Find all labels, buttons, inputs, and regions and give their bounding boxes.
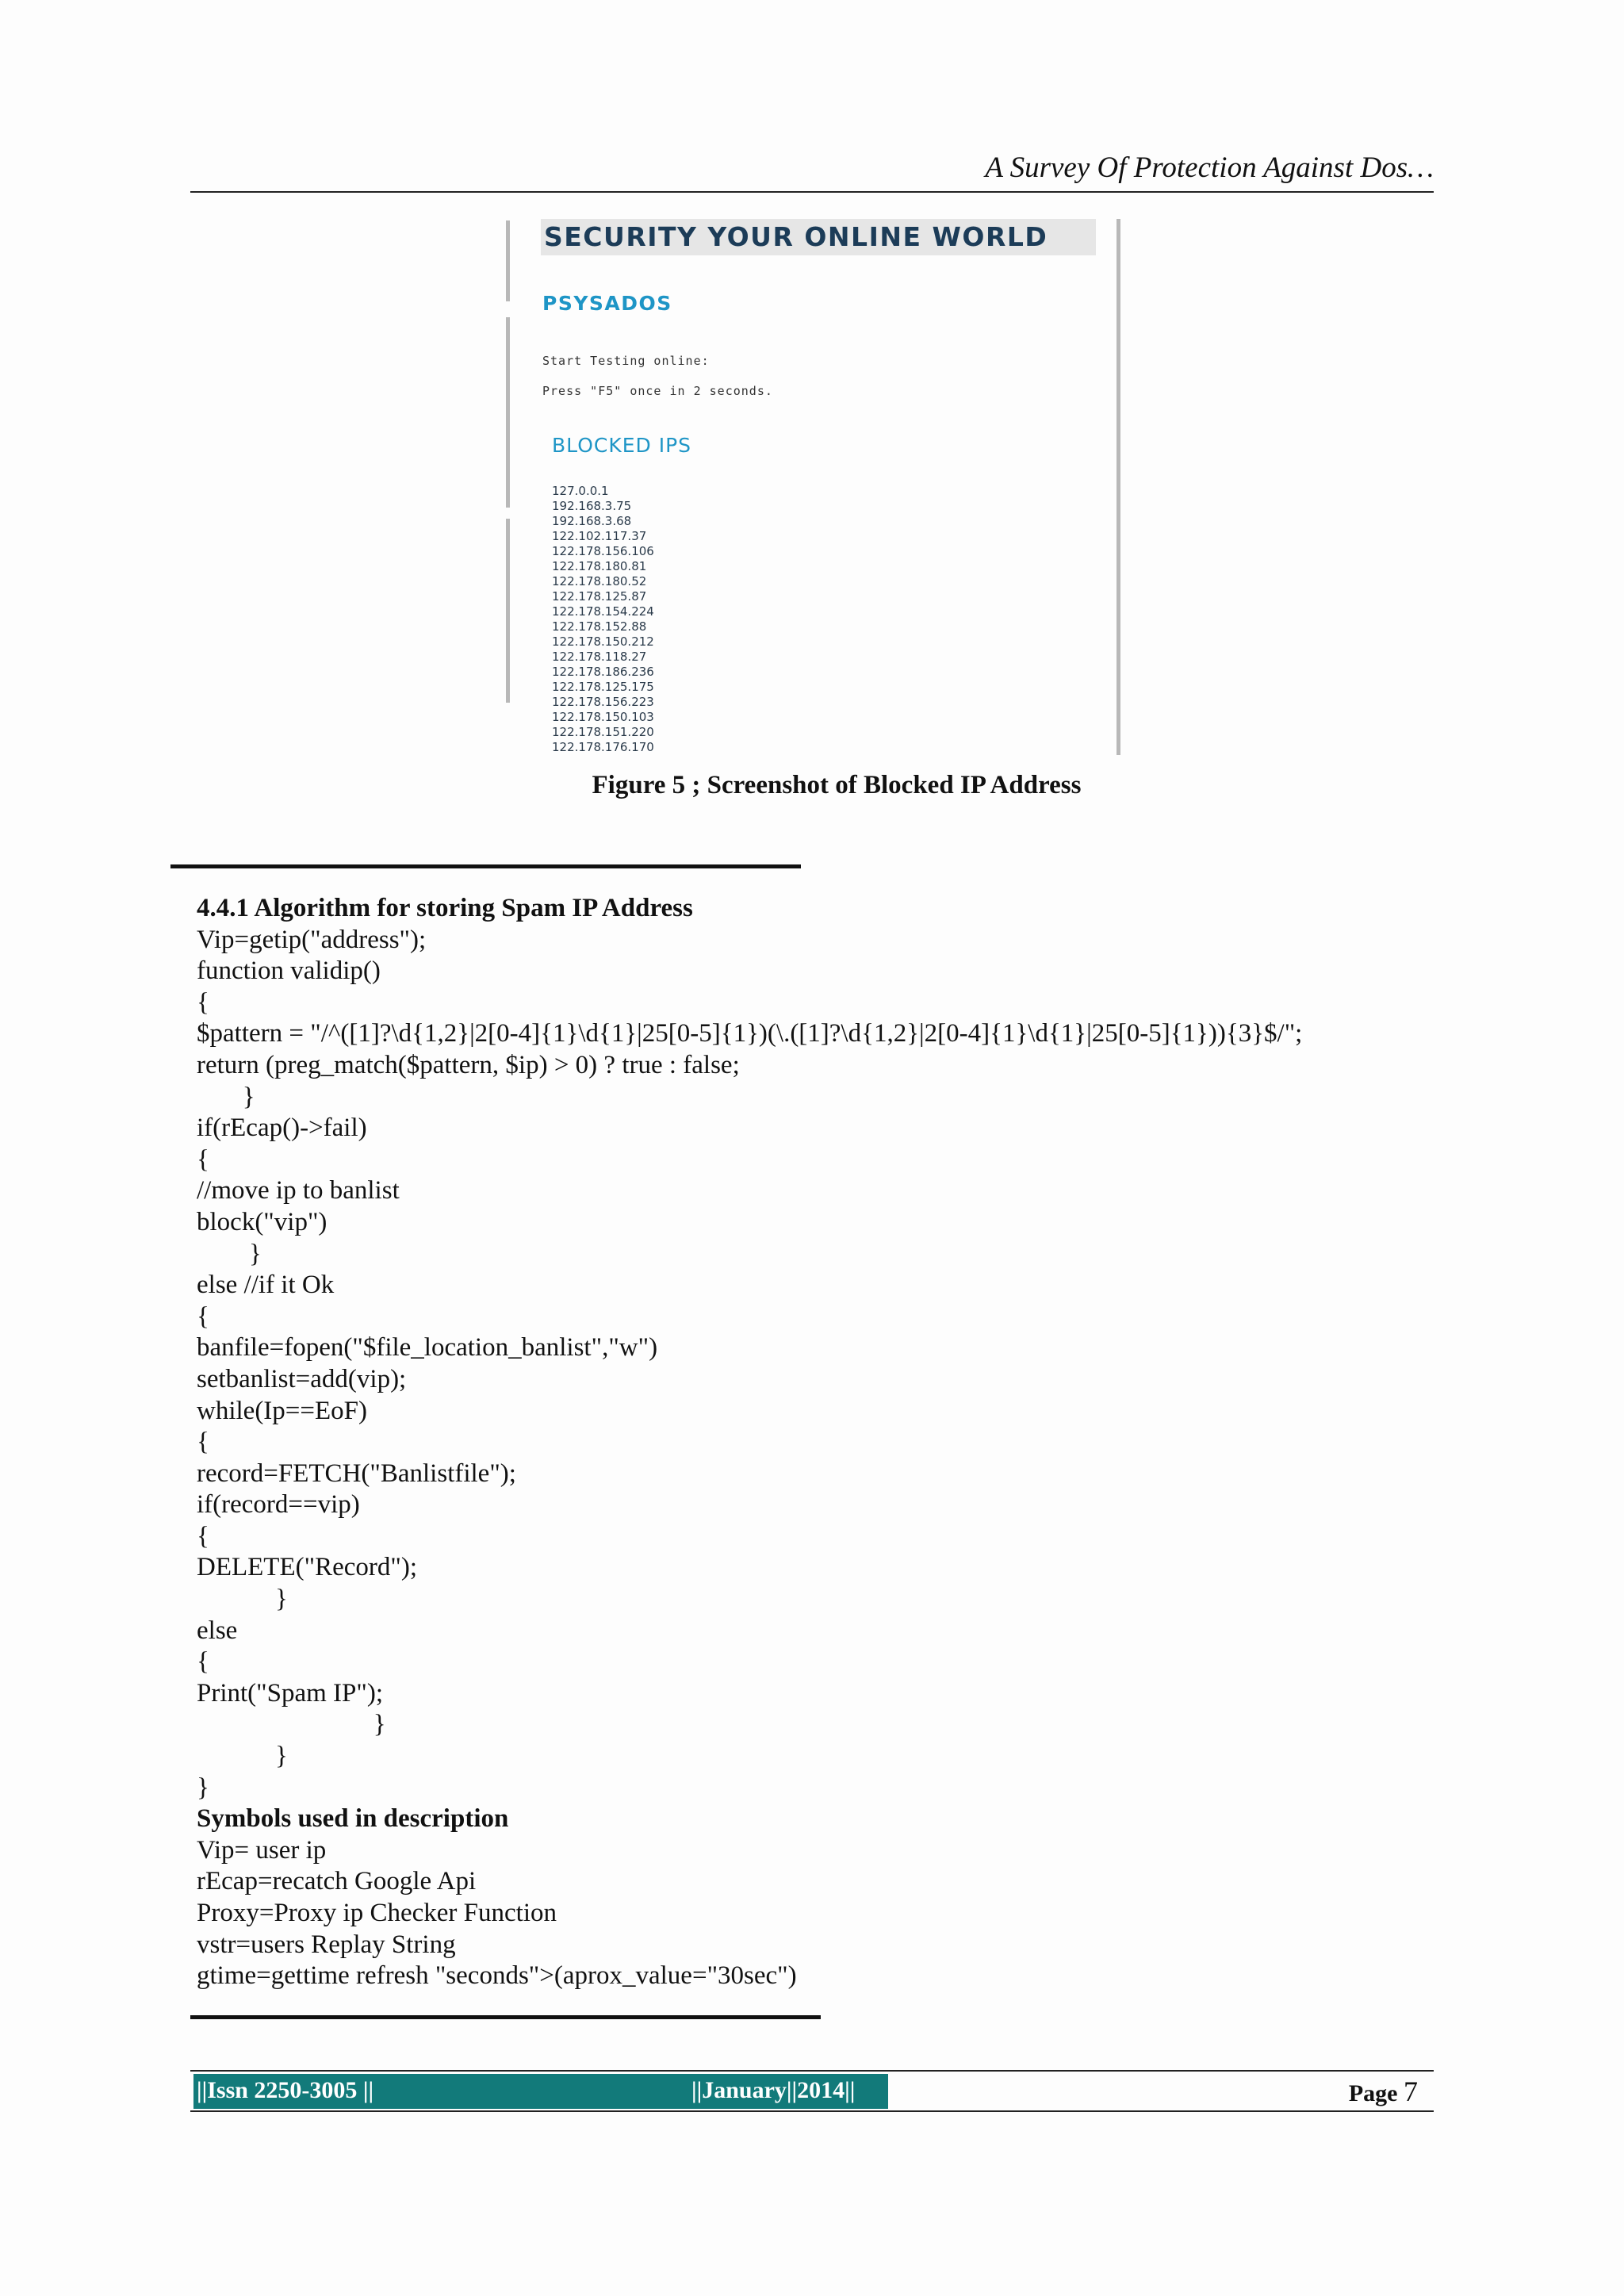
blocked-ip-item: 192.168.3.68 [552, 514, 632, 528]
code-line: //move ip to banlist [197, 1176, 400, 1205]
blocked-ip-item: 122.178.176.170 [552, 740, 654, 754]
symbols-heading: Symbols used in description [197, 1804, 509, 1834]
brand-title: PSYSADOS [542, 292, 672, 315]
blocked-ip-item: 122.178.156.223 [552, 695, 654, 709]
code-line: return (preg_match($pattern, $ip) > 0) ? true : false; [197, 1050, 740, 1079]
blocked-ip-item: 122.178.151.220 [552, 725, 654, 739]
code-line: { [197, 1521, 209, 1550]
code-line: { [197, 1301, 209, 1331]
left-border-bar [506, 519, 510, 703]
symbol-definition: vstr=users Replay String [197, 1930, 456, 1959]
left-border-bar [506, 317, 510, 508]
page-number [1339, 2075, 1418, 2108]
code-line: else //if it Ok [197, 1271, 335, 1300]
code-line: } [197, 1239, 262, 1268]
blocked-ip-item: 122.178.150.212 [552, 634, 654, 649]
start-testing-text: Start Testing online: [542, 354, 710, 368]
symbol-definition: rEcap=recatch Google Api [197, 1867, 477, 1896]
code-line: } [197, 1710, 386, 1739]
code-line: } [197, 1585, 288, 1614]
code-line: { [197, 987, 209, 1017]
blocked-ip-item: 122.178.186.236 [552, 665, 654, 679]
page-label: Page [1348, 2080, 1398, 2106]
code-line: record=FETCH("Banlistfile"); [197, 1458, 516, 1488]
footer-issn: ||Issn 2250-3005 || [197, 2077, 374, 2103]
blocked-ip-item: 192.168.3.75 [552, 499, 632, 513]
code-line: while(Ip==EoF) [197, 1396, 368, 1425]
running-header: A Survey Of Protection Against Dos… [985, 151, 1434, 184]
symbols-list [197, 1835, 1465, 1992]
footer-rule-top [190, 2070, 1434, 2072]
figure-caption: Figure 5 ; Screenshot of Blocked IP Address [592, 771, 1082, 799]
algorithm-heading: 4.4.1 Algorithm for storing Spam IP Address [197, 894, 693, 922]
blocked-ip-item: 122.178.152.88 [552, 619, 647, 634]
blocked-ip-item: 122.178.156.106 [552, 544, 654, 558]
code-line: Print("Spam IP"); [197, 1678, 384, 1708]
page-number-value: 7 [1404, 2076, 1418, 2107]
blocked-ip-item: 122.102.117.37 [552, 529, 647, 543]
symbol-definition: Proxy=Proxy ip Checker Function [197, 1899, 557, 1927]
code-line: { [197, 1647, 209, 1677]
blocked-ips-heading: BLOCKED IPS [552, 434, 692, 457]
blocked-ip-item: 127.0.0.1 [552, 484, 609, 498]
blocked-ip-list [552, 484, 654, 755]
header-rule [190, 191, 1434, 193]
code-line: } [197, 1773, 209, 1802]
press-f5-text: Press "F5" once in 2 seconds. [542, 384, 773, 398]
security-banner: SECURITY YOUR ONLINE WORLD [541, 219, 1096, 255]
code-line: } [197, 1742, 288, 1771]
code-line: else [197, 1616, 238, 1645]
blocked-ip-item: 122.178.180.81 [552, 559, 647, 573]
symbol-definition: Vip= user ip [197, 1835, 327, 1865]
left-border-bar [506, 220, 510, 301]
code-line: if(rEcap()->fail) [197, 1114, 367, 1143]
right-border-bar [1116, 219, 1120, 755]
code-line: DELETE("Record"); [197, 1553, 418, 1582]
code-line: { [197, 1144, 209, 1174]
blocked-ip-item: 122.178.150.103 [552, 710, 654, 724]
blocked-ip-item: 122.178.125.175 [552, 680, 654, 694]
code-line: banfile=fopen("$file_location_banlist","w") [197, 1333, 658, 1363]
code-line: setbanlist=add(vip); [197, 1364, 407, 1393]
blocked-ip-screenshot [500, 216, 1126, 755]
symbol-definition: gtime=gettime refresh "seconds">(aprox_value="30sec") [197, 1961, 797, 1991]
algorithm-code [197, 925, 1465, 1804]
code-line: $pattern = "/^([1]?\d{1,2}|2[0-4]{1}\d{1}|25[0-5]{1})(\.([1]?\d{1,2}|2[0-4]{1}\d{1}|25[0-5]{1})){3}$/"; [197, 1019, 1303, 1048]
code-line: } [197, 1082, 255, 1111]
code-line: Vip=getip("address"); [197, 925, 427, 954]
blocked-ip-item: 122.178.118.27 [552, 650, 647, 664]
footer-date: ||January||2014|| [691, 2077, 856, 2103]
code-line: function validip() [197, 956, 381, 986]
code-line: if(record==vip) [197, 1490, 360, 1520]
footer-rule-bottom [190, 2110, 1434, 2112]
section-end-rule [190, 2015, 821, 2019]
blocked-ip-item: 122.178.125.87 [552, 589, 647, 604]
section-rule [170, 864, 801, 868]
code-line: { [197, 1428, 209, 1457]
blocked-ip-item: 122.178.180.52 [552, 574, 647, 588]
algorithm-section [197, 893, 1465, 1992]
code-line: block("vip") [197, 1207, 327, 1236]
blocked-ip-item: 122.178.154.224 [552, 604, 654, 619]
